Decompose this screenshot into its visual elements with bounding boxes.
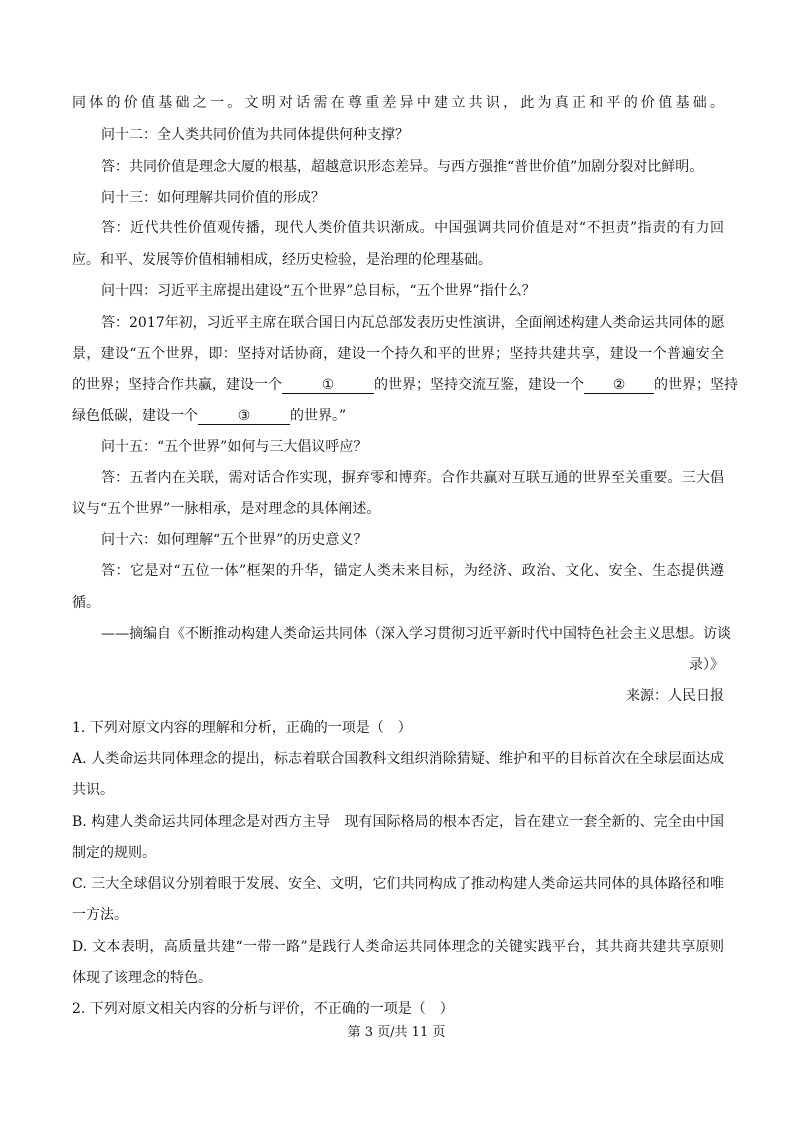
question-13: 问十三：如何理解共同价值的形成？ [101,190,325,206]
citation-line-2: 录）》 [689,657,724,673]
answer-14-line-4 [72,406,724,426]
option-d-line-1: D. 文本表明，高质量共建“一带一路”是践行人类命运共同体理念的关键实践平台，其共商共建共享原则 [72,939,724,955]
source-label: 来源：人民日报 [626,688,724,704]
answer-14-line-1: 答：2017年初，习近平主席在联合国日内瓦总部发表历史性演讲，全面阐述构建人类命运共同体的愿 [101,315,725,331]
fill-text: 的世界；坚持合作共赢，建设一个 [72,377,282,393]
question-15: 问十五：“五个世界”如何与三大倡议呼应？ [101,439,368,455]
question-2: 2. 下列对原文相关内容的分析与评价，不正确的一项是（ ） [72,1001,454,1017]
question-14: 问十四：习近平主席提出建设“五个世界”总目标，“五个世界”指什么？ [101,283,536,299]
answer-12: 答：共同价值是理念大厦的根基，超越意识形态差异。与西方强推“普世价值”加剧分裂对比鲜明。 [101,159,704,175]
answer-15-line-2: 议与“五个世界”一脉相承，是对理念的具体阐述。 [72,501,381,517]
option-b-line-2: 制定的规则。 [72,845,156,861]
blank-2: ② [584,377,654,394]
answer-13-line-2: 应。和平、发展等价值相辅相成，经历史检验，是治理的伦理基础。 [72,252,492,268]
answer-15-line-1: 答：五者内在关联，需对话合作实现，摒弃零和博弈。合作共赢对互联互通的世界至关重要。三大倡 [101,470,724,486]
answer-14-line-2: 景，建设“五个世界，即：坚持对话协商，建设一个持久和平的世界；坚持共建共享，建设一个普遍安全 [72,346,724,362]
answer-13-line-1: 答：近代共性价值观传播，现代人类价值共识渐成。中国强调共同价值是对“不担责”指责的有力回 [101,220,724,236]
fill-text: 的世界；坚持 [654,377,738,393]
citation-line-1: ——摘编自《不断推动构建人类命运共同体（深入学习贯彻习近平新时代中国特色社会主义思想。访谈 [101,626,731,642]
answer-16-line-1: 答：它是对“五位一体”框架的升华，锚定人类未来目标，为经济、政治、文化、安全、生态提供遵 [101,563,724,579]
option-a-line-1: A. 人类命运共同体理念的提出，标志着联合国教科文组织消除猜疑、维护和平的目标首次在全球层面达成 [72,751,724,767]
question-1: 1. 下列对原文内容的理解和分析，正确的一项是（ ） [72,720,412,736]
question-16: 问十六：如何理解“五个世界”的历史意义？ [101,532,368,548]
option-c-line-1: C. 三大全球倡议分别着眼于发展、安全、文明，它们共同构成了推动构建人类命运共同体的具体路径和唯 [72,876,724,892]
fill-text: 的世界。” [290,408,347,424]
option-b-line-1: B. 构建人类命运共同体理念是对西方主导 现有国际格局的根本否定，旨在建立一套全新的、完全由中国 [72,814,724,830]
question-12: 问十二：全人类共同价值为共同体提供何种支撑？ [101,127,409,143]
fill-text: 绿色低碳，建设一个 [72,408,198,424]
blank-1: ① [282,377,374,394]
option-c-line-2: 一方法。 [72,907,128,923]
answer-14-line-3 [72,375,738,395]
answer-16-line-2: 循。 [72,595,100,611]
page-footer: 第 3 页/共 11 页 [347,1025,446,1040]
blank-3: ③ [198,408,290,425]
option-d-line-2: 体现了该理念的特色。 [72,970,212,986]
fill-text: 的世界；坚持交流互鉴，建设一个 [374,377,584,393]
option-a-line-2: 共识。 [72,782,114,798]
paragraph-line: 同体的价值基础之一。文明对话需在尊重差异中建立共识，此为真正和平的价值基础。 [72,95,724,111]
